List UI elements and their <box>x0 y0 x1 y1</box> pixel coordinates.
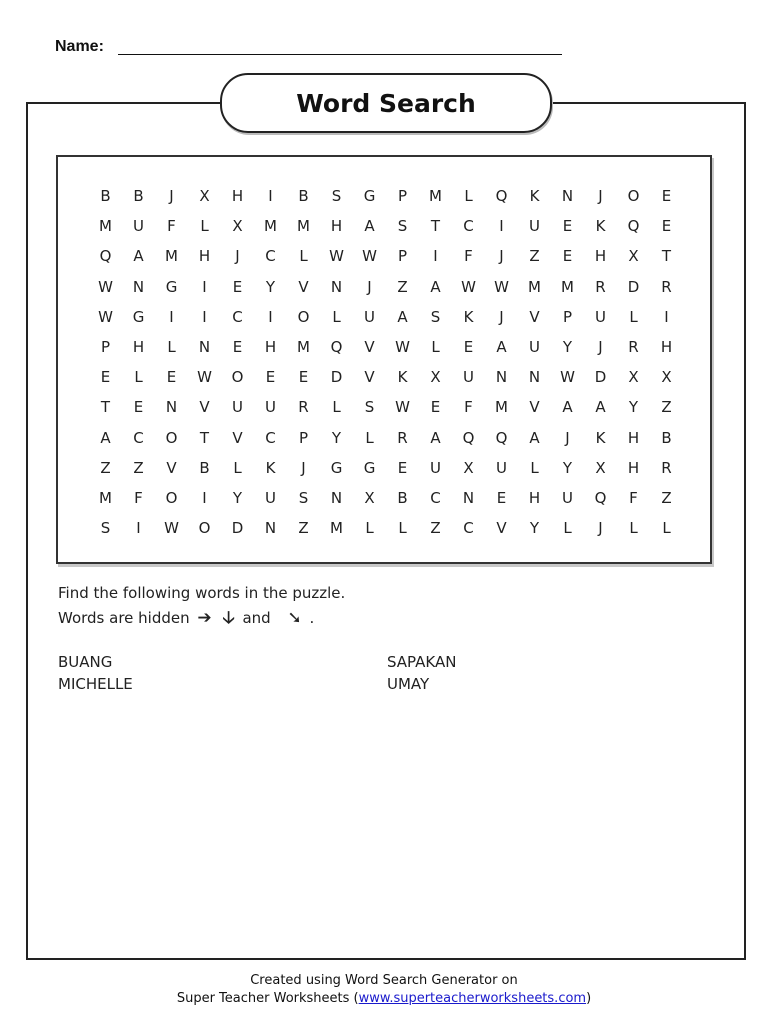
grid-letter: U <box>496 458 507 477</box>
grid-letter: W <box>461 277 476 296</box>
grid-letter: P <box>298 428 309 447</box>
grid-letter: U <box>595 307 606 326</box>
grid-letter: R <box>595 277 606 296</box>
grid-letter: I <box>268 307 273 326</box>
grid-letter: Y <box>529 519 540 538</box>
word-item: UMAY <box>387 675 430 693</box>
grid-letter: F <box>464 247 473 266</box>
grid-letter: X <box>199 187 210 206</box>
grid-letter: M <box>99 217 112 236</box>
instruction-line-2 <box>58 605 314 634</box>
grid-letter: N <box>495 368 508 387</box>
grid-letter: W <box>560 368 575 387</box>
grid-letter: N <box>165 398 178 417</box>
grid-letter: R <box>397 428 408 447</box>
grid-letter: A <box>364 217 375 236</box>
grid-letter: L <box>233 458 242 477</box>
grid-letter: Z <box>133 458 144 477</box>
grid-letter: S <box>298 488 309 507</box>
grid-letter: Q <box>495 187 508 206</box>
grid-letter: A <box>595 398 606 417</box>
grid-letter: E <box>496 488 507 507</box>
grid-letter: K <box>595 428 606 447</box>
grid-letter: Z <box>661 398 672 417</box>
grid-letter: M <box>297 217 310 236</box>
grid-letter: Q <box>330 338 343 357</box>
grid-letter: W <box>164 519 179 538</box>
grid-letter: D <box>594 368 607 387</box>
grid-letter: H <box>594 247 607 266</box>
grid-letter: B <box>100 187 111 206</box>
grid-letter: A <box>397 307 408 326</box>
arrow-right-icon: ➔ <box>197 608 212 628</box>
grid-letter: Y <box>562 458 573 477</box>
grid-letter: E <box>298 368 309 387</box>
grid-letter: Q <box>495 428 508 447</box>
grid-letter: X <box>463 458 474 477</box>
grid-letter: N <box>264 519 277 538</box>
grid-letter: Q <box>462 428 475 447</box>
grid-letter: Z <box>298 519 309 538</box>
grid-letter: J <box>301 458 306 477</box>
grid-letter: J <box>565 428 570 447</box>
grid-letter: S <box>397 217 408 236</box>
letter-grid <box>89 181 683 543</box>
grid-letter: L <box>332 398 341 417</box>
grid-letter: G <box>363 458 376 477</box>
grid-letter: N <box>330 488 343 507</box>
grid-letter: U <box>232 398 243 417</box>
grid-letter: S <box>430 307 441 326</box>
grid-letter: Z <box>529 247 540 266</box>
footer-line-1: Created using Word Search Generator on <box>250 973 518 988</box>
grid-letter: H <box>231 187 244 206</box>
grid-letter: K <box>397 368 408 387</box>
grid-letter: M <box>429 187 442 206</box>
grid-letter: Z <box>397 277 408 296</box>
grid-letter: D <box>627 277 640 296</box>
grid-letter: I <box>499 217 504 236</box>
grid-letter: A <box>562 398 573 417</box>
grid-letter: Y <box>265 277 276 296</box>
grid-letter: X <box>628 368 639 387</box>
grid-letter: V <box>529 307 540 326</box>
grid-letter: C <box>265 428 276 447</box>
grid-letter: L <box>398 519 407 538</box>
grid-letter: P <box>397 187 408 206</box>
grid-letter: N <box>462 488 475 507</box>
grid-letter: W <box>197 368 212 387</box>
word-item: MICHELLE <box>58 675 133 693</box>
grid-letter: M <box>297 338 310 357</box>
grid-letter: V <box>199 398 210 417</box>
grid-letter: W <box>395 398 410 417</box>
grid-letter: U <box>265 488 276 507</box>
grid-letter: H <box>627 428 640 447</box>
grid-letter: R <box>628 338 639 357</box>
grid-letter: M <box>528 277 541 296</box>
grid-letter: R <box>298 398 309 417</box>
grid-letter: Q <box>627 217 640 236</box>
title-banner <box>220 73 552 133</box>
grid-letter: F <box>134 488 143 507</box>
grid-letter: L <box>134 368 143 387</box>
grid-letter: T <box>661 247 672 266</box>
grid-letter: B <box>298 187 309 206</box>
grid-letter: O <box>627 187 640 206</box>
grid-letter: I <box>433 247 438 266</box>
grid-letter: C <box>232 307 243 326</box>
grid-letter: I <box>202 277 207 296</box>
grid-letter: X <box>364 488 375 507</box>
grid-letter: K <box>463 307 474 326</box>
grid-letter: F <box>167 217 176 236</box>
grid-letter: L <box>365 519 374 538</box>
grid-letter: J <box>499 247 504 266</box>
grid-letter: S <box>364 398 375 417</box>
grid-letter: M <box>99 488 112 507</box>
grid-letter: U <box>430 458 441 477</box>
grid-letter: U <box>364 307 375 326</box>
grid-letter: V <box>232 428 243 447</box>
grid-letter: L <box>167 338 176 357</box>
grid-letter: E <box>661 187 672 206</box>
word-item: SAPAKAN <box>387 653 457 671</box>
grid-letter: X <box>595 458 606 477</box>
grid-letter: I <box>202 307 207 326</box>
grid-letter: Q <box>99 247 112 266</box>
footer-line-2 <box>0 991 768 1006</box>
grid-letter: Q <box>594 488 607 507</box>
grid-letter: E <box>562 217 573 236</box>
word-item: BUANG <box>58 653 113 671</box>
grid-letter: J <box>598 187 603 206</box>
grid-letter: Z <box>430 519 441 538</box>
grid-letter: A <box>496 338 507 357</box>
grid-letter: L <box>662 519 671 538</box>
grid-letter: M <box>165 247 178 266</box>
grid-letter: H <box>528 488 541 507</box>
grid-letter: L <box>200 217 209 236</box>
grid-letter: U <box>463 368 474 387</box>
grid-letter: N <box>198 338 211 357</box>
grid-letter: P <box>100 338 111 357</box>
grid-letter: E <box>430 398 441 417</box>
grid-letter: C <box>133 428 144 447</box>
grid-letter: Y <box>232 488 243 507</box>
grid-letter: W <box>395 338 410 357</box>
grid-letter: C <box>430 488 441 507</box>
instruction-prefix: Words are hidden <box>58 609 190 627</box>
footer-prefix: Super Teacher Worksheets ( <box>176 991 359 1006</box>
grid-letter: M <box>330 519 343 538</box>
grid-letter: W <box>329 247 344 266</box>
grid-letter: N <box>561 187 574 206</box>
grid-letter: X <box>232 217 243 236</box>
grid-letter: U <box>133 217 144 236</box>
name-label: Name: <box>55 38 104 55</box>
grid-letter: H <box>264 338 277 357</box>
grid-letter: I <box>169 307 174 326</box>
grid-letter: F <box>629 488 638 507</box>
grid-letter: E <box>166 368 177 387</box>
grid-letter: P <box>562 307 573 326</box>
grid-letter: M <box>495 398 508 417</box>
grid-letter: D <box>330 368 343 387</box>
grid-letter: S <box>331 187 342 206</box>
grid-letter: E <box>265 368 276 387</box>
grid-letter: C <box>463 217 474 236</box>
grid-letter: T <box>430 217 441 236</box>
grid-letter: Y <box>562 338 573 357</box>
grid-letter: K <box>265 458 276 477</box>
grid-letter: R <box>661 277 672 296</box>
grid-letter: Y <box>331 428 342 447</box>
grid-letter: W <box>362 247 377 266</box>
grid-letter: G <box>165 277 178 296</box>
grid-letter: O <box>297 307 310 326</box>
grid-letter: L <box>365 428 374 447</box>
grid-letter: E <box>232 277 243 296</box>
grid-letter: C <box>463 519 474 538</box>
grid-letter: O <box>165 488 178 507</box>
grid-letter: J <box>598 519 603 538</box>
grid-letter: L <box>530 458 539 477</box>
instruction-line-1: Find the following words in the puzzle. <box>58 584 346 602</box>
page-title: Word Search <box>296 88 476 118</box>
grid-letter: I <box>664 307 669 326</box>
grid-letter: A <box>529 428 540 447</box>
grid-letter: A <box>100 428 111 447</box>
grid-letter: Y <box>628 398 639 417</box>
grid-letter: L <box>629 519 638 538</box>
grid-letter: H <box>330 217 343 236</box>
grid-letter: F <box>464 398 473 417</box>
grid-letter: U <box>562 488 573 507</box>
grid-letter: M <box>264 217 277 236</box>
grid-letter: R <box>661 458 672 477</box>
grid-letter: N <box>132 277 145 296</box>
grid-letter: L <box>563 519 572 538</box>
grid-letter: X <box>430 368 441 387</box>
grid-letter: O <box>165 428 178 447</box>
grid-letter: K <box>595 217 606 236</box>
grid-letter: X <box>628 247 639 266</box>
grid-letter: V <box>529 398 540 417</box>
grid-letter: Z <box>661 488 672 507</box>
grid-letter: T <box>199 428 210 447</box>
grid-letter: V <box>166 458 177 477</box>
grid-letter: U <box>529 217 540 236</box>
grid-letter: B <box>133 187 144 206</box>
grid-letter: G <box>132 307 145 326</box>
footer-suffix: ) <box>586 991 592 1006</box>
grid-letter: Z <box>100 458 111 477</box>
footer-link[interactable]: www.superteacherworksheets.com <box>358 991 587 1006</box>
grid-letter: A <box>133 247 144 266</box>
grid-letter: J <box>499 307 504 326</box>
grid-letter: A <box>430 277 441 296</box>
name-blank-line[interactable] <box>118 54 562 55</box>
grid-letter: O <box>231 368 244 387</box>
grid-letter: H <box>198 247 211 266</box>
grid-letter: I <box>202 488 207 507</box>
grid-letter: X <box>661 368 672 387</box>
grid-letter: A <box>430 428 441 447</box>
grid-letter: L <box>629 307 638 326</box>
grid-letter: E <box>100 368 111 387</box>
grid-letter: U <box>265 398 276 417</box>
grid-letter: N <box>528 368 541 387</box>
grid-letter: K <box>529 187 540 206</box>
grid-letter: G <box>330 458 343 477</box>
grid-letter: N <box>330 277 343 296</box>
grid-letter: L <box>299 247 308 266</box>
grid-letter: J <box>598 338 603 357</box>
grid-letter: P <box>397 247 408 266</box>
grid-letter: W <box>98 307 113 326</box>
grid-letter: I <box>136 519 141 538</box>
grid-letter: H <box>132 338 145 357</box>
grid-letter: S <box>100 519 111 538</box>
grid-letter: L <box>431 338 440 357</box>
grid-letter: C <box>265 247 276 266</box>
grid-letter: H <box>660 338 673 357</box>
grid-letter: E <box>661 217 672 236</box>
arrow-diagonal-icon: ➘ <box>287 608 302 628</box>
grid-letter: D <box>231 519 244 538</box>
instruction-period: . <box>309 609 315 627</box>
grid-letter: W <box>494 277 509 296</box>
grid-letter: I <box>268 187 273 206</box>
arrow-down-icon: 🡣 <box>222 608 235 628</box>
grid-letter: T <box>100 398 111 417</box>
grid-letter: J <box>235 247 240 266</box>
grid-letter: U <box>529 338 540 357</box>
instruction-and: and <box>242 609 271 627</box>
grid-letter: E <box>463 338 474 357</box>
grid-letter: V <box>298 277 309 296</box>
grid-letter: J <box>367 277 372 296</box>
grid-letter: E <box>397 458 408 477</box>
grid-letter: E <box>133 398 144 417</box>
grid-letter: L <box>464 187 473 206</box>
grid-letter: B <box>397 488 408 507</box>
grid-letter: V <box>364 368 375 387</box>
grid-letter: W <box>98 277 113 296</box>
grid-letter: L <box>332 307 341 326</box>
grid-letter: B <box>199 458 210 477</box>
grid-letter: O <box>198 519 211 538</box>
grid-letter: M <box>561 277 574 296</box>
grid-letter: H <box>627 458 640 477</box>
grid-letter: V <box>364 338 375 357</box>
grid-letter: V <box>496 519 507 538</box>
grid-letter: J <box>169 187 174 206</box>
grid-letter: E <box>562 247 573 266</box>
grid-letter: B <box>661 428 672 447</box>
grid-letter: G <box>363 187 376 206</box>
grid-letter: E <box>232 338 243 357</box>
